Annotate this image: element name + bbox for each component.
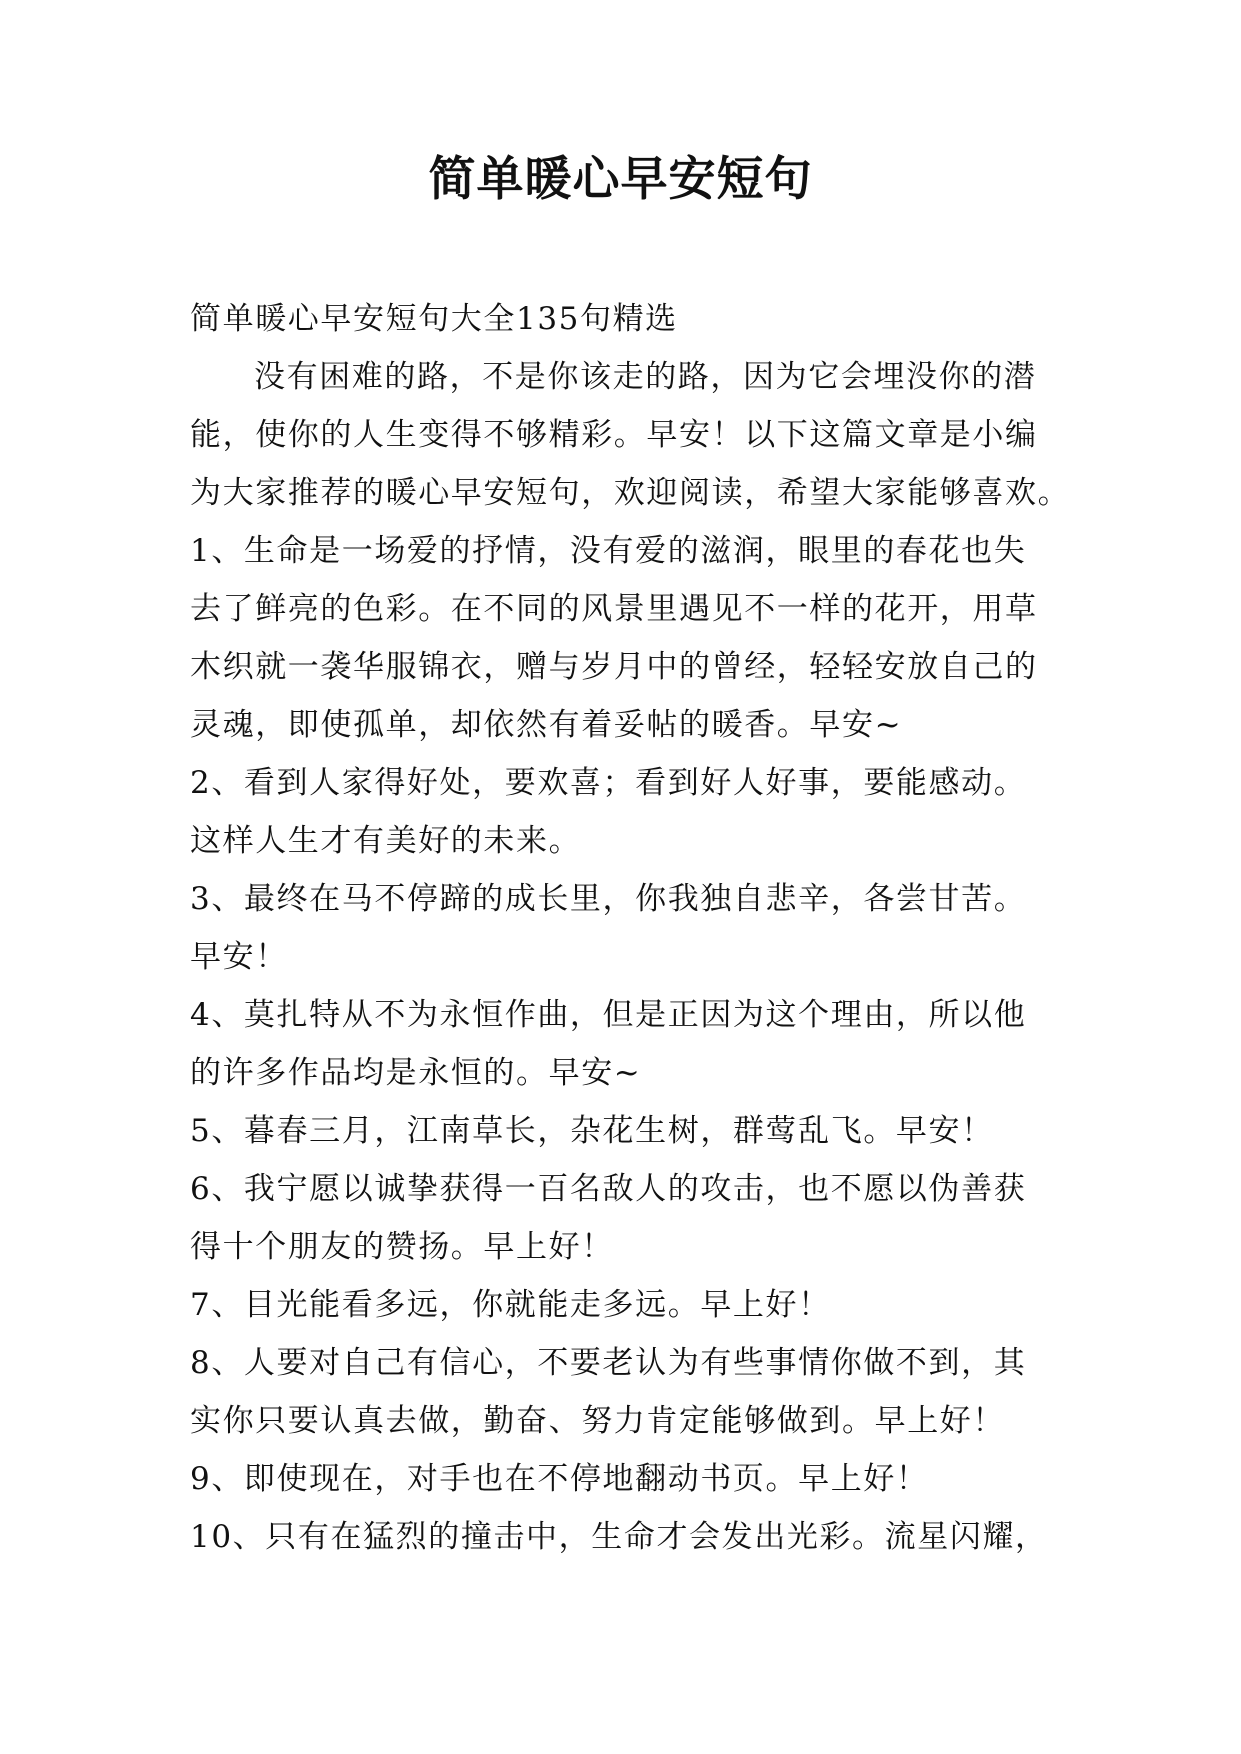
- paragraph-line: 2、看到人家得好处，要欢喜；看到好人好事，要能感动。: [190, 765, 1027, 801]
- paragraph-line: 木织就一袭华服锦衣，赠与岁月中的曾经，轻轻安放自己的: [190, 649, 1038, 685]
- paragraph-line: 为大家推荐的暖心早安短句，欢迎阅读，希望大家能够喜欢。: [190, 475, 1071, 511]
- paragraph-line: 8、人要对自己有信心，不要老认为有些事情你做不到，其: [190, 1345, 1027, 1381]
- paragraph-line: 6、我宁愿以诚挚获得一百名敌人的攻击，也不愿以伪善获: [190, 1171, 1027, 1207]
- paragraph-line: 的许多作品均是永恒的。早安~: [190, 1055, 642, 1091]
- paragraph-line: 灵魂，即使孤单，却依然有着妥帖的暖香。早安~: [190, 707, 903, 743]
- paragraph-line: 能，使你的人生变得不够精彩。早安！以下这篇文章是小编: [190, 417, 1038, 453]
- paragraph-line: 3、最终在马不停蹄的成长里，你我独自悲辛，各尝甘苦。: [190, 881, 1027, 917]
- paragraph-line: 1、生命是一场爱的抒情，没有爱的滋润，眼里的春花也失: [190, 533, 1027, 569]
- paragraph-line: 这样人生才有美好的未来。: [190, 823, 582, 859]
- paragraph-line: 没有困难的路，不是你该走的路，因为它会埋没你的潜: [254, 359, 1037, 395]
- paragraph-line: 4、莫扎特从不为永恒作曲，但是正因为这个理由，所以他: [190, 997, 1027, 1033]
- paragraph-line: 5、暮春三月，江南草长，杂花生树，群莺乱飞。早安！: [190, 1113, 994, 1149]
- paragraph-line: 早安！: [190, 939, 288, 975]
- paragraph-line: 得十个朋友的赞扬。早上好！: [190, 1229, 614, 1265]
- subtitle-line: 简单暖心早安短句大全135句精选: [190, 301, 678, 337]
- paragraph-line: 9、即使现在，对手也在不停地翻动书页。早上好！: [190, 1461, 929, 1497]
- document-body: [190, 290, 1071, 1566]
- paragraph-line: 实你只要认真去做，勤奋、努力肯定能够做到。早上好！: [190, 1403, 1005, 1439]
- paragraph-line: 去了鲜亮的色彩。在不同的风景里遇见不一样的花开，用草: [190, 591, 1038, 627]
- document-title: 简单暖心早安短句: [428, 152, 813, 207]
- paragraph-line: 7、目光能看多远，你就能走多远。早上好！: [190, 1287, 831, 1323]
- paragraph-line: 10、只有在猛烈的撞击中，生命才会发出光彩。流星闪耀，: [190, 1519, 1048, 1555]
